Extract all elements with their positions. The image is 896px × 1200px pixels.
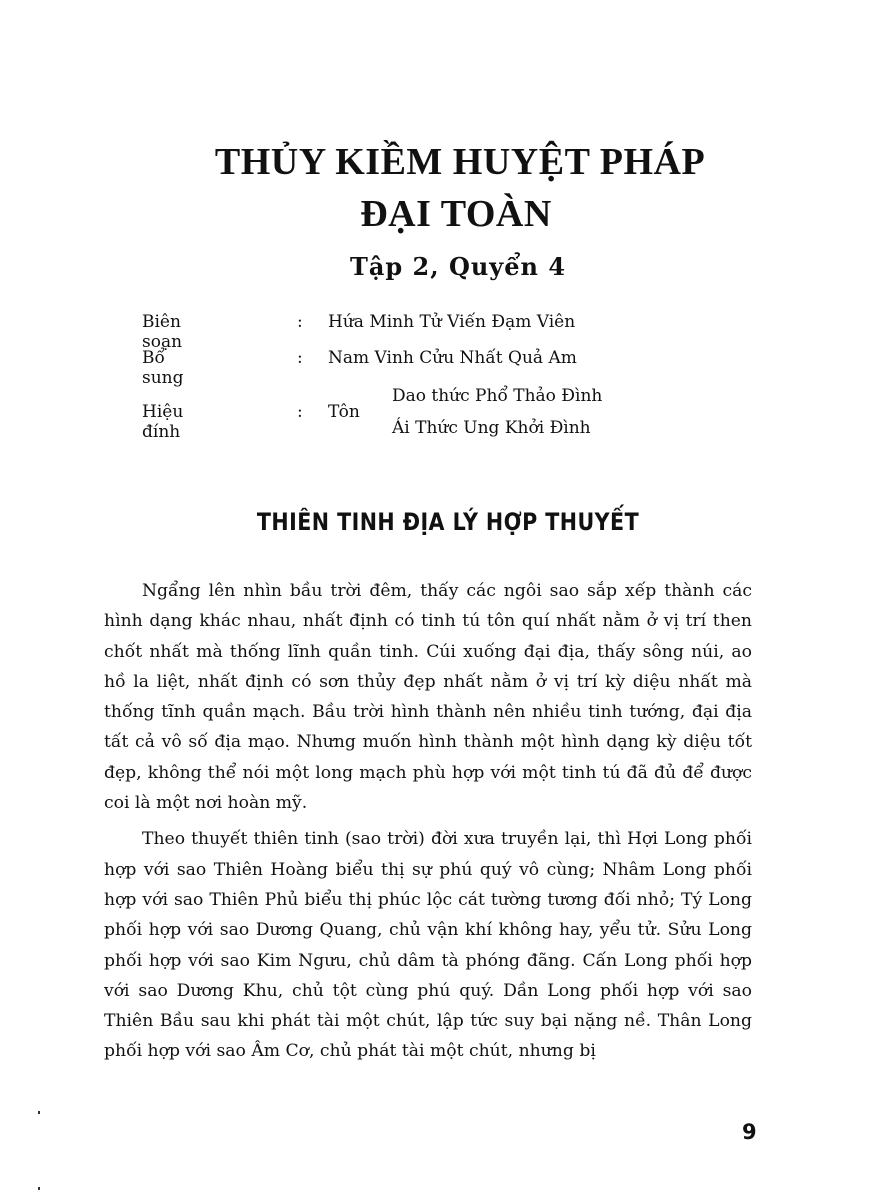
paragraph: Theo thuyết thiên tinh (sao trời) đời xưa truyền lại, thì Hợi Long phối hợp với sao Thiên Hoàng biểu thị sự phú quý vô cùng; Nhâm Long phối hợp với sao Thiên Phủ biểu thị phúc lộc cát tường tương đối nhỏ; Tý Long phối hợp với sao Dương Quang, chủ vận khí không hay, yểu tử. Sửu Long phối hợp với sao Kim Ngưu, chủ dâm tà phóng đãng. Cấn Long phối hợp với sao Dương Khu, chủ tột cùng phú quý. Dần Long phối hợp với sao Thiên Bầu sau khi phát tài một chút, lập tức suy bại nặng nề. Thân Long phối hợp với sao Âm Cơ, chủ phát tài một chút, nhưng bị xyxy=(104,829,752,1062)
credit-label: Biên soạn xyxy=(142,312,183,352)
scan-speck xyxy=(38,1187,40,1190)
section-heading: THIÊN TINH ĐỊA LÝ HỢP THUYẾT xyxy=(256,508,640,536)
credit-value: Nam Vinh Cửu Nhất Quả Am xyxy=(328,348,577,368)
volume-subtitle: Tập 2, Quyển 4 xyxy=(349,252,567,281)
credit-label: Hiệu đính xyxy=(142,402,184,442)
body-text xyxy=(104,576,752,1073)
credit-colon: : xyxy=(297,348,303,368)
credit-colon: : xyxy=(297,312,303,332)
paragraph: Ngẩng lên nhìn bầu trời đêm, thấy các ngôi sao sắp xếp thành các hình dạng khác nhau, nhất định có tinh tú tôn quí nhất nằm ở vị trí then chốt nhất mà thống lĩnh quần tinh. Cúi xuống đại địa, thấy sông núi, ao hồ la liệt, nhất định có sơn thủy đẹp nhất nằm ở vị trí kỳ diệu nhất mà thống tĩnh quần mạch. Bầu trời hình thành nên nhiều tinh tướng, đại địa tất cả vô số địa mạo. Nhưng muốn hình thành một hình dạng kỳ diệu tốt đẹp, không thể nói một long mạch phù hợp với một tinh tú đã đủ để được coi là một nơi hoàn mỹ. xyxy=(104,581,752,814)
credit-name: Dao thức Phổ Thảo Đình xyxy=(392,386,603,406)
credit-names xyxy=(392,380,602,444)
credit-label: Bổ sung xyxy=(142,348,184,388)
credit-colon: : xyxy=(297,402,303,422)
book-title-line-1: THỦY KIỀM HUYỆT PHÁP xyxy=(214,141,706,183)
page-number: 9 xyxy=(742,1120,757,1144)
scan-speck xyxy=(38,1111,40,1114)
credit-value: Hứa Minh Tử Viến Đạm Viên xyxy=(328,312,576,332)
credit-prefix: Tôn xyxy=(328,402,360,422)
credit-name: Ái Thức Ung Khởi Đình xyxy=(392,418,591,438)
book-title-line-2: ĐẠI TOÀN xyxy=(360,193,552,235)
